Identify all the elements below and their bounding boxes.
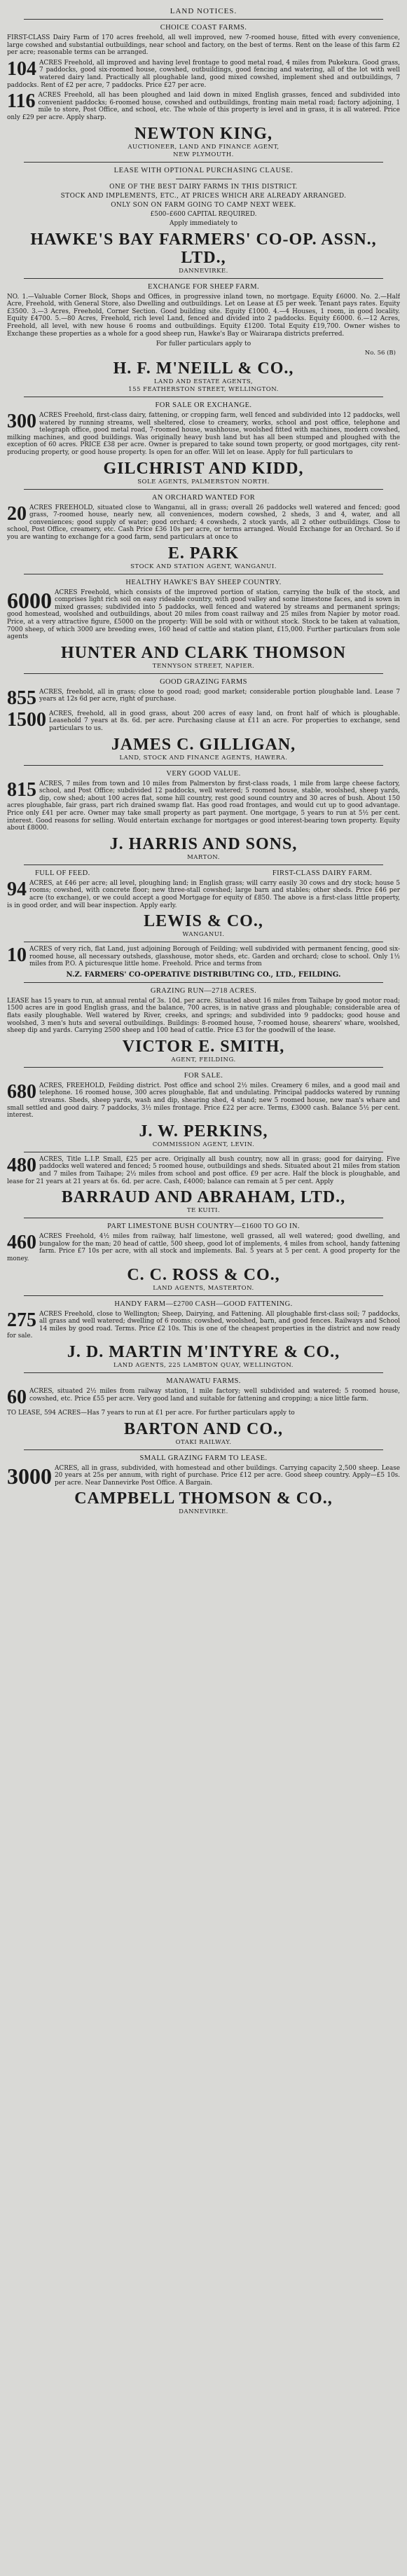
listing-104-acres — [7, 60, 400, 89]
acreage-figure: 94 — [7, 879, 27, 900]
listing-text: ACRES, freehold, all in grass; close to good road; good market; considerable portion ploughable land. Lease 7 years at 12s 6d per acre, right of purchase. — [39, 688, 400, 703]
agent-name: E. PARK — [167, 544, 240, 563]
agent-place: LAND AGENTS, 225 LAMBTON QUAY, WELLINGTON. — [113, 1361, 294, 1369]
reference-number: No. 56 (B) — [364, 350, 396, 357]
divider — [24, 673, 383, 674]
acreage-figure: 1500 — [7, 710, 46, 731]
listing-275-acres — [7, 1311, 400, 1340]
newspaper-page — [7, 0, 400, 1515]
listing-text: ACRES, at £46 per acre; all level, ploughing land; in English grass; will carry easily 30 cows and dry stock; house 5 rooms; cowshed, with concrete floor; new three-stall cowshed; large barn and stables; other sheds. Price £46 per acre (to exchange), or we could accept a good Mortgage for equity of £850. The above is a first-class little property, is in good order, and will bear inspection. Apply early. — [7, 879, 400, 909]
acreage-figure: 275 — [7, 1310, 36, 1331]
listing-text: ACRES Freehold, which consists of the improved portion of station, carrying the bulk of the stock, and comprises light rich soil on easy rideable country, with good valley and some limestone faces, and is sown in mixed grasses; subdivided into 5 paddocks, well fenced and watered by streams and permanent springs; good homestead, woolshed and outbuildings, about 20 miles from coast railway and 25 miles from Napier by motor road. Price, at a very attractive figure, £5000 on the property: Will be sold with or without stock. Stock to be taken at valuation, 7000 sheep, of which 3000 are breeding ewes, 160 head of cattle and station plant, £15,000. Further particulars from sole agents — [7, 588, 400, 641]
agent-name: HUNTER AND CLARK THOMSON — [61, 643, 346, 662]
acreage-figure: 680 — [7, 1082, 36, 1103]
divider — [24, 19, 383, 20]
section-title-value: VERY GOOD VALUE. — [166, 769, 241, 778]
section-title-sale: FOR SALE OR EXCHANGE. — [155, 401, 252, 410]
agent-line: LAND AND ESTATE AGENTS, — [153, 378, 254, 386]
divider — [24, 1449, 383, 1450]
section-title-orchard: AN ORCHARD WANTED FOR — [151, 493, 256, 502]
listing-text: LEASE has 15 years to run, at annual rental of 3s. 10d. per acre. Situated about 16 miles from Taihape by good motor road; 1500 acres are in good English grass, and the balance, 700 acres, is in native grass and ploughable; considerable area of flats easily ploughable. Well watered by River, creeks, and springs; and subdivided into 9 paddocks; good house and woolshed, 3 men's huts and several outbuildings. Buildings: 8-roomed house, 7-roomed house, shearers' whare, woolshed, sheep dip and yards. Carrying 2500 sheep and 100 head of cattle. Price £3 for the goodwill of the lease. — [7, 997, 400, 1035]
agent-place: MARTON. — [187, 853, 220, 861]
section-title-limestone: PART LIMESTONE BUSH COUNTRY—£1600 TO GO IN. — [107, 1222, 300, 1231]
listing-exchange — [7, 294, 400, 338]
listing-lease-594 — [7, 1410, 400, 1417]
agent-name: CAMPBELL THOMSON & CO., — [74, 1489, 333, 1508]
section-title-run: GRAZING RUN—2718 ACRES. — [150, 986, 257, 995]
listing-680-acres — [7, 1082, 400, 1120]
agent-place: STOCK AND STATION AGENT, WANGANUI. — [130, 563, 277, 570]
divider — [24, 1067, 383, 1068]
listing-460-acres — [7, 1233, 400, 1262]
section-title-choice: CHOICE COAST FARMS. — [160, 24, 247, 32]
listing-text: TO LEASE, 594 ACRES—Has 7 years to run at £1 per acre. For further particulars apply to — [7, 1409, 295, 1417]
divider — [24, 982, 383, 983]
divider — [24, 489, 383, 490]
agent-name: BARRAUD AND ABRAHAM, LTD., — [61, 1188, 346, 1207]
agent-name: BARTON AND CO., — [123, 1419, 284, 1438]
divider — [24, 765, 383, 766]
agent-place: DANNEVIRKE. — [179, 267, 228, 275]
acreage-figure: 815 — [7, 780, 36, 801]
lease-apply: Apply immediately to — [170, 219, 237, 227]
agent-name: C. C. ROSS & CO., — [127, 1265, 280, 1284]
agent-name: VICTOR E. SMITH, — [122, 1037, 285, 1056]
agent-place: WANGANUI. — [182, 931, 225, 939]
agent-place: NEW PLYMOUTH. — [173, 151, 234, 158]
title-right: FIRST-CLASS DAIRY FARM. — [272, 869, 372, 877]
section-title-manawatu: MANAWATU FARMS. — [166, 1377, 241, 1385]
listing-text: ACRES Freehold, 4½ miles from railway, half limestone, well grassed, all well watered; good dwelling, and bungalow for the man; 20 head of cattle, 500 sheep, good lot of implements, 4 miles from school, handy fattening farm. Price £7 10s per acre, with all stock and implements. Bal. 5 years at 5 per cent. A good property for the money. — [7, 1233, 400, 1262]
lease-line: ONE OF THE BEST DAIRY FARMS IN THIS DISTRICT. — [109, 183, 298, 191]
section-title-lease: LEASE WITH OPTIONAL PURCHASING CLAUSE. — [113, 166, 294, 174]
listing-text: ACRES, situated 2½ miles from railway station, 1 mile factory; well subdivided and watered; 5 roomed house, cowshed, etc. Price £55 per acre. Very good land and suitable for fattening and cropping; a nice little farm. — [29, 1387, 400, 1403]
agent-name: N.Z. FARMERS' CO-OPERATIVE DISTRIBUTING CO., LTD., FEILDING. — [66, 970, 341, 979]
listing-text: ACRES Freehold, first-class dairy, fattening, or cropping farm, well fenced and subdivided into 12 paddocks, well watered by running streams, well sheltered, close to creamery, works, school and post office, telephone and telegraph office, good metal road, 7-roomed house, washhouse, woolshed fitted with machines, modern cowshed, milking machines, and good buildings. Was originally heavy bush land but has all been stumped and ploughed with the exception of 60 acres. PRICE £38 per acre. Owner is prepared to take sound town property, or good mortgages, city rent-producing property, or good house property. Is open for an offer. Will let on lease. Apply for full particulars to — [7, 412, 400, 457]
agent-name: J. HARRIS AND SONS, — [109, 834, 298, 853]
listing-1500-acres — [7, 710, 400, 733]
agent-place: LAND, STOCK AND FINANCE AGENTS, HAWERA. — [119, 754, 288, 762]
acreage-figure: 20 — [7, 504, 27, 525]
listing-10-acres — [7, 946, 400, 968]
page-heading: LAND NOTICES. — [170, 7, 237, 15]
agent-place: AGENT, FEILDING. — [171, 1056, 236, 1063]
listing-text: NO. 1.—Valuable Corner Block, Shops and Offices, in progressive inland town, no mortgage. Equity £6000. No. 2.—Half Acre, Freehold, with General Store, also Dwelling and outbuildings. Let on Lease at £5 per week. Tenant pays rates. Equity £3500. 3.—3 Acres, Freehold, Corner Section. Good building site. Equity £1000. 4.—4 Houses, 1 room, in good locality. Equity £4700. 5.—80 Acres, Freehold, rich level Land, fenced and divided into 2 paddocks. Equity £6000. 6.—12 Acres, Freehold, all level, with new house 6 rooms and outbuildings. Equity £1200. Total Equity £19,700. Owner wishes to Exchange these properties as a whole for a good sheep run, Hawke's Bay or Wairarapa districts preferred. — [7, 293, 400, 338]
lease-line: £500–£600 CAPITAL REQUIRED. — [150, 210, 257, 218]
title-left: FULL OF FEED. — [35, 869, 90, 877]
agent-name: H. F. M'NEILL & CO., — [113, 359, 294, 378]
listing-text: ACRES FREEHOLD, situated close to Wanganui, all in grass; overall 26 paddocks well watered and fenced; good grass, 7-roomed house, nearly new, all conveniences, modern cowshed, 2 sheds, 3 and 4, water, and all conveniences; good supply of water; good orchard; 4 cowsheds, 2 stock yards, all 2 other outbuildings. Close to school, Post Office, creamery, etc. Cash Price £36 10s per acre, or terms arranged. Would Exchange for an Orchard. So if you are wanting to exchange for a good farm, send particulars at once to — [7, 504, 400, 542]
exchange-apply: For fuller particulars apply to — [156, 340, 251, 348]
divider — [24, 1372, 383, 1373]
agent-place: COMMISSION AGENT, LEVIN. — [152, 1141, 255, 1148]
section-title-small: SMALL GRAZING FARM TO LEASE. — [139, 1454, 268, 1462]
listing-6000-acres — [7, 589, 400, 641]
agent-name: GILCHRIST AND KIDD, — [103, 459, 304, 478]
listing-60-acres — [7, 1388, 400, 1407]
listing-94-acres — [7, 880, 400, 909]
acreage-figure: 6000 — [7, 588, 52, 613]
agent-place: OTAKI RAILWAY. — [175, 1438, 232, 1446]
lease-line: STOCK AND IMPLEMENTS, ETC., AT PRICES WHICH ARE ALREADY ARRANGED. — [60, 192, 347, 200]
listing-text: ACRES Freehold, close to Wellington; Sheep, Dairying, and Fattening. All ploughable first-class soil; 7 paddocks, all grass and well watered; dwelling of 6 rooms; cowshed, woolshed, barn, and good fences. Railways and School 14 miles by good road. Terms. Price £2 10s. This is one of the cheapest properties in the district and now ready for sale. — [7, 1310, 400, 1340]
agent-name: J. W. PERKINS, — [139, 1122, 268, 1141]
acreage-figure: 855 — [7, 688, 36, 708]
acreage-figure: 116 — [7, 92, 36, 113]
agent-name: JAMES C. GILLIGAN, — [111, 735, 296, 754]
listing-orchard — [7, 504, 400, 542]
section-title-healthy: HEALTHY HAWKE'S BAY SHEEP COUNTRY. — [125, 578, 282, 586]
listing-text: ACRES, freehold, all in good grass, about 200 acres of easy land, on front half of which is ploughable. Leasehold 7 years at 8s. 6d. per acre. Purchasing clause at £11 an acre. For properties to exchange, send particulars to us. — [49, 710, 400, 732]
section-title-feed — [7, 869, 400, 877]
agent-place: 155 FEATHERSTON STREET, WELLINGTON. — [128, 386, 279, 394]
acreage-figure: 104 — [7, 59, 36, 80]
listing-855-acres — [7, 689, 400, 708]
listing-dairy-170 — [7, 34, 400, 57]
listing-text: ACRES, all in grass, subdivided, with homestead and other buildings. Carrying capacity 2,500 sheep. Lease 20 years at 25s per annum, with right of purchase. Price £12 per acre. Good sheep country. Apply—£5 10s. per acre. Near Dannevirke Post Office. A Bargain. — [55, 1464, 400, 1487]
listing-815-acres — [7, 780, 400, 832]
agent-place: DANNEVIRKE. — [179, 1508, 228, 1516]
acreage-figure: 480 — [7, 1155, 36, 1176]
divider — [24, 278, 383, 279]
agent-name: NEWTON KING, — [134, 124, 273, 143]
listing-300-acres — [7, 412, 400, 457]
acreage-figure: 300 — [7, 412, 36, 433]
acreage-figure: 60 — [7, 1387, 27, 1407]
listing-grazing-run — [7, 998, 400, 1035]
listing-text: ACRES of very rich, flat Land, just adjoining Borough of Feilding; well subdivided with permanent fencing, good six-roomed house, all necessary outsheds, glasshouse, motor sheds, etc. Garden and orchard; close to school. Only 1½ miles from P.O. A picturesque little home. Freehold. Price and terms from — [29, 946, 400, 968]
listing-text: ACRES Freehold, all improved and having level frontage to good metal road, 4 miles from Pukekura. Good grass, 7 paddocks, good six-roomed house, cowshed, outbuildings, good fencing and watering, all of the lot with well watered dairy land. Practically all ploughable land, good mixed cowshed, implement shed and outbuildings, 7 paddocks. Rent of £2 per acre, 7 paddocks. Price £27 per acre. — [7, 59, 400, 89]
agent-line: AUCTIONEER, LAND AND FINANCE AGENT, — [127, 143, 280, 151]
listing-text: ACRES, FREEHOLD, Feilding district. Post office and school 2½ miles. Creamery 6 miles, and a good mail and telephone. 16 roomed house, 300 acres ploughable, flat and undulating. Principal paddocks watered by running streams. Sheds, sheep yards, wash and dip, shearing shed, 4 stand; new 5 roomed house, new man's whare and small settled and good dairy. 7 paddocks, 3½ miles frontage. Price £22 per acre. Terms, £3000 cash. Balance 5½ per cent. interest. — [7, 1082, 400, 1120]
section-title-for-sale: FOR SALE. — [184, 1071, 223, 1080]
agent-place: SOLE AGENTS, PALMERSTON NORTH. — [137, 478, 270, 485]
listing-480-acres — [7, 1156, 400, 1185]
divider — [24, 162, 383, 163]
agent-name: LEWIS & CO., — [144, 912, 263, 931]
acreage-figure: 3000 — [7, 1464, 52, 1487]
acreage-figure: 460 — [7, 1233, 36, 1254]
lease-line: ONLY SON ON FARM GOING TO CAMP NEXT WEEK. — [111, 201, 296, 209]
listing-text: ACRES Freehold, all has been ploughed and laid down in mixed English grasses, fenced and subdivided into convenient paddocks; 6-roomed house, cowshed and outbuildings, fronting main metal road; factory adjoining, 1 mile to store, Post Office, and school, etc. The whole of this property is level and in grass, it is all watered. Price only £29 per acre. Apply sharp. — [7, 92, 400, 121]
section-title-exchange: EXCHANGE FOR SHEEP FARM. — [148, 282, 259, 291]
section-title-grazing: GOOD GRAZING FARMS — [160, 677, 247, 686]
listing-text: ACRES, Title L.I.P. Small, £25 per acre. Originally all bush country, now all in grass; good for dairying. Five paddocks well watered and fenced; 5 roomed house, outbuildings and sheds. Situated about 21 miles from station and 7 miles from Taihape; 2½ miles from school and post office. £9 per acre. Half the block is ploughable, and lease for 21 years at 21 years at 6s. 6d. per acre. Cash, £4000; balance can remain at 5 per cent. Apply — [7, 1155, 400, 1185]
listing-text: FIRST-CLASS Dairy Farm of 170 acres freehold, all well improved, new 7-roomed house, fitted with every convenience, large cowshed and substantial outbuildings, near school and factory, on the best of terms. Rent on the lease of this farm £2 per acre; reasonable terms can be arranged. — [7, 34, 400, 57]
agent-name: J. D. MARTIN M'INTYRE & CO., — [67, 1342, 340, 1361]
section-title-handy: HANDY FARM—£2700 CASH—GOOD FATTENING. — [114, 1300, 293, 1308]
divider — [24, 1295, 383, 1296]
agent-place: TENNYSON STREET, NAPIER. — [152, 662, 255, 670]
acreage-figure: 10 — [7, 946, 27, 967]
listing-3000-acres — [7, 1465, 400, 1487]
listing-116-acres — [7, 92, 400, 121]
agent-name: HAWKE'S BAY FARMERS' CO-OP. ASSN., LTD., — [30, 230, 377, 267]
listing-text: ACRES, 7 miles from town and 10 miles from Palmerston by first-class roads, 1 mile from large cheese factory, school, and Post Office; subdivided 12 paddocks, well watered; 5 roomed house, stable, woolshed, sheep yards, dip, cow shed; about 100 acres flat, some hill country, rest good sound country and 30 acres of bush. About 150 acres ploughable, fair grass, part rich drained swamp flat. Has good road frontages, and would cut up to good advantage. Price only £41 per acre. Owner may take small property as part payment. One mortgage, 5 years to run at 5½ per cent. interest. Good reasons for selling. Would entertain exchange for mortgages or good interest-bearing town property. Equity about £8000. — [7, 780, 400, 832]
agent-place: TE KUITI. — [186, 1207, 221, 1215]
agent-place: LAND AGENTS, MASTERTON. — [153, 1284, 254, 1292]
